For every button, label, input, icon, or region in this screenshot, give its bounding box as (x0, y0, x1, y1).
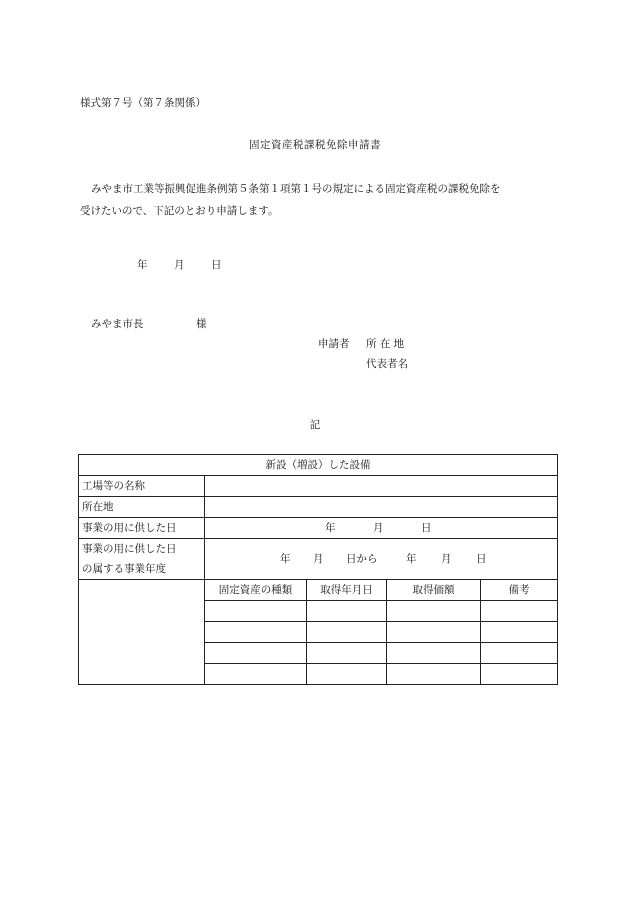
asset-type-cell[interactable] (205, 643, 307, 664)
asset-section-blank (79, 580, 205, 685)
acquisition-price-cell[interactable] (387, 643, 481, 664)
table-row (79, 539, 558, 580)
application-statement (80, 178, 560, 222)
to-year-unit: 年 (406, 552, 417, 565)
business-year-field[interactable] (205, 539, 558, 580)
representative-name-label: 代表者名 (366, 358, 408, 370)
business-year-label (79, 539, 205, 580)
applicant-address-label: 所 在 地 (366, 338, 405, 350)
document-title: 固定資産税課税免除申請書 (249, 139, 381, 151)
date-day-unit: 日 (421, 521, 432, 534)
equipment-table (78, 454, 558, 685)
business-use-date-field[interactable] (205, 518, 558, 539)
table-header: 新設（増設）した設備 (79, 455, 558, 476)
ki-heading: 記 (309, 419, 321, 431)
to-day-unit: 日 (476, 552, 487, 565)
table-header-row (79, 455, 558, 476)
date-year-label: 年 (137, 259, 148, 271)
addressee-name: みやま市長 (91, 318, 144, 330)
acquisition-price-cell[interactable] (387, 601, 481, 622)
acquisition-date-cell[interactable] (307, 622, 387, 643)
statement-line-2: 受けたいので、下記のとおり申請します。 (80, 205, 279, 217)
form-number: 様式第７号（第７条関係） (80, 97, 206, 109)
addressee-honorific: 様 (196, 318, 207, 330)
factory-name-label: 工場等の名称 (79, 476, 205, 497)
table-row (79, 518, 558, 539)
business-year-label-line-2: の属する事業年度 (82, 563, 166, 575)
acquisition-date-cell[interactable] (307, 601, 387, 622)
asset-type-cell[interactable] (205, 664, 307, 685)
remarks-cell[interactable] (481, 622, 558, 643)
date-year-unit: 年 (325, 521, 336, 534)
addressee (91, 318, 207, 331)
date-day-label: 日 (211, 259, 222, 271)
from-month-unit: 月 (313, 552, 324, 565)
from-year-unit: 年 (280, 552, 291, 565)
asset-type-cell[interactable] (205, 601, 307, 622)
acquisition-price-cell[interactable] (387, 664, 481, 685)
applicant-block (318, 338, 404, 351)
acquisition-date-cell[interactable] (307, 664, 387, 685)
remarks-header: 備考 (481, 580, 558, 601)
asset-type-cell[interactable] (205, 622, 307, 643)
asset-header-row (79, 580, 558, 601)
asset-type-header: 固定資産の種類 (205, 580, 307, 601)
acquisition-price-header: 取得価額 (387, 580, 481, 601)
from-day-unit: 日から (346, 552, 378, 565)
factory-name-field[interactable] (205, 476, 558, 497)
acquisition-date-cell[interactable] (307, 643, 387, 664)
statement-line-1: みやま市工業等振興促進条例第５条第１項第１号の規定による固定資産税の課税免除を (91, 183, 501, 195)
location-field[interactable] (205, 497, 558, 518)
remarks-cell[interactable] (481, 664, 558, 685)
acquisition-date-header: 取得年月日 (307, 580, 387, 601)
business-use-date-label: 事業の用に供した日 (79, 518, 205, 539)
location-label: 所在地 (79, 497, 205, 518)
date-month-label: 月 (174, 259, 185, 271)
remarks-cell[interactable] (481, 601, 558, 622)
acquisition-price-cell[interactable] (387, 622, 481, 643)
table-row (79, 497, 558, 518)
date-month-unit: 月 (373, 521, 384, 534)
to-month-unit: 月 (441, 552, 452, 565)
business-year-label-line-1: 事業の用に供した日 (82, 543, 177, 555)
applicant-label: 申請者 (318, 338, 350, 350)
application-date (137, 259, 222, 272)
remarks-cell[interactable] (481, 643, 558, 664)
table-row (79, 476, 558, 497)
